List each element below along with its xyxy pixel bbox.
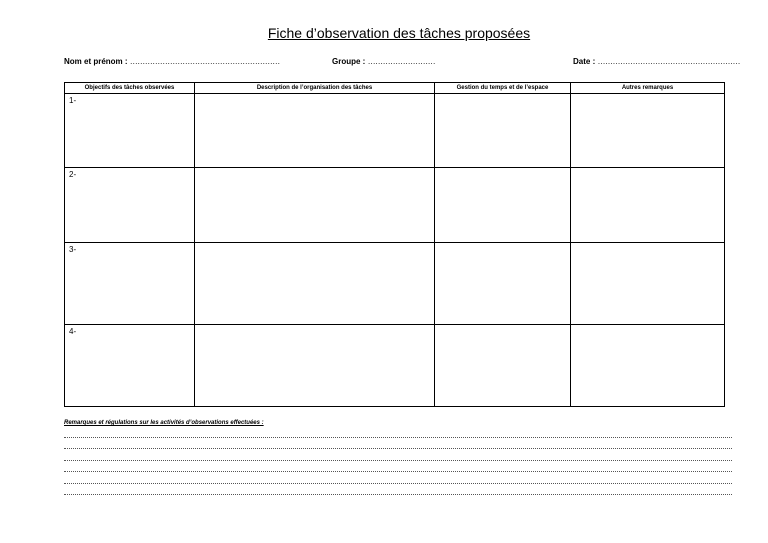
table-header-row [65, 83, 725, 94]
remarks-dotted-line[interactable] [64, 437, 732, 438]
description-cell[interactable] [195, 325, 435, 407]
time-space-cell[interactable] [435, 243, 571, 325]
row-number[interactable]: 4- [65, 325, 195, 407]
table-row [65, 168, 725, 243]
time-space-cell[interactable] [435, 325, 571, 407]
remarks-cell[interactable] [571, 168, 725, 243]
table-row [65, 325, 725, 407]
remarks-dotted-line[interactable] [64, 483, 732, 484]
row-number[interactable]: 1- [65, 94, 195, 168]
header-objectives: Objectifs des tâches observées [65, 83, 195, 94]
remarks-title: Remarques et régulations sur les activités d’observations effectuées : [64, 420, 264, 426]
remarks-cell[interactable] [571, 94, 725, 168]
group-field[interactable] [332, 57, 435, 66]
description-cell[interactable] [195, 94, 435, 168]
header-fields [64, 57, 740, 69]
remarks-dotted-line[interactable] [64, 494, 732, 495]
time-space-cell[interactable] [435, 168, 571, 243]
observation-table [64, 82, 725, 407]
remarks-section [64, 420, 732, 495]
table-row [65, 243, 725, 325]
header-description: Description de l’organisation des tâches [195, 83, 435, 94]
table-row [65, 94, 725, 168]
name-dotted-line: …………………………………………………… [129, 57, 280, 66]
remarks-dotted-line[interactable] [64, 460, 732, 461]
remarks-dotted-line[interactable] [64, 471, 732, 472]
date-label: Date : [573, 57, 596, 66]
header-time-space: Gestion du temps et de l’espace [435, 83, 571, 94]
date-dotted-line: ………………………………………………… [597, 57, 740, 66]
header-other-remarks: Autres remarques [571, 83, 725, 94]
name-field[interactable] [64, 57, 280, 66]
description-cell[interactable] [195, 168, 435, 243]
name-label: Nom et prénom : [64, 57, 128, 66]
row-number[interactable]: 3- [65, 243, 195, 325]
remarks-dotted-line[interactable] [64, 448, 732, 449]
group-label: Groupe : [332, 57, 366, 66]
date-field[interactable] [573, 57, 740, 66]
time-space-cell[interactable] [435, 94, 571, 168]
description-cell[interactable] [195, 243, 435, 325]
page-title: Fiche d’observation des tâches proposées [267, 25, 531, 41]
remarks-cell[interactable] [571, 325, 725, 407]
row-number[interactable]: 2- [65, 168, 195, 243]
remarks-cell[interactable] [571, 243, 725, 325]
group-dotted-line: ……………………… [367, 57, 436, 66]
